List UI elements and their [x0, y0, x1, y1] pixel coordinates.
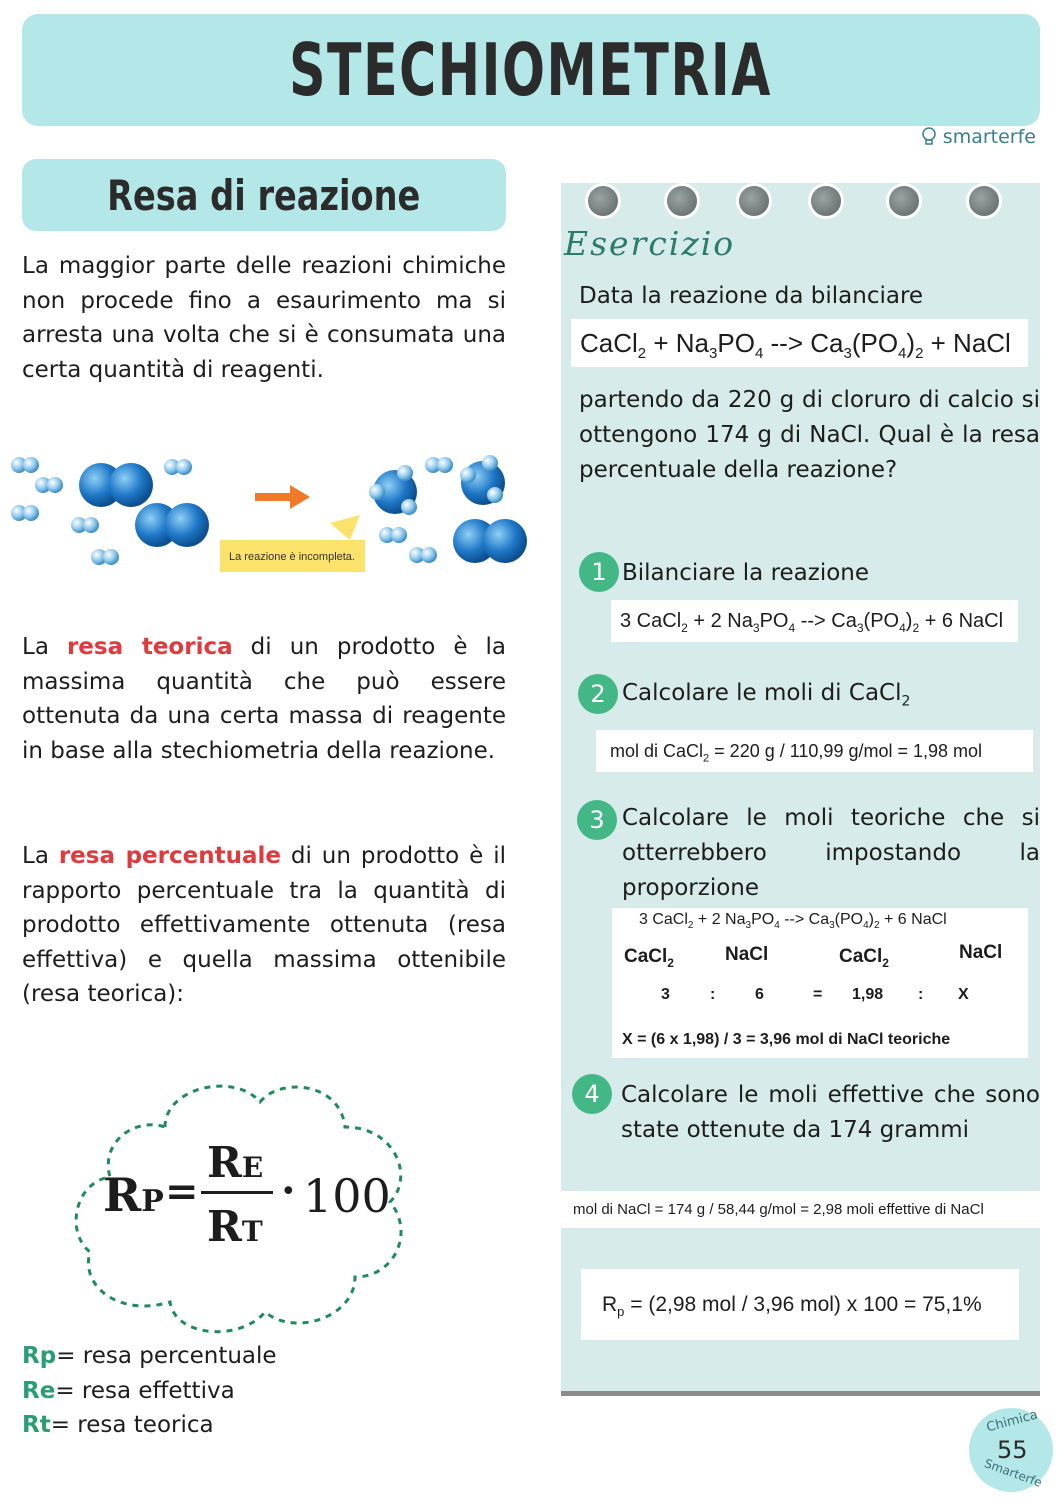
balanced-equation: 3 CaCl$_2$ + 2 $Na_3PO_4$ --> $Ca_3(PO_4)_2 + 6$ NaCl — [611, 600, 1018, 642]
lightbulb-icon — [921, 127, 937, 147]
resa-teorica-term: resa teorica — [66, 634, 233, 660]
page-number: 55 — [997, 1436, 1028, 1464]
formula-equals: = — [165, 1168, 199, 1215]
exercise-prompt: Data la reazione da bilanciare — [579, 283, 924, 309]
notebook-edge — [561, 1391, 1040, 1396]
final-result: $R_p = (2,98$ mol / 3,96 mol) x 100 = 75,1% — [581, 1269, 1019, 1340]
binder-ring — [886, 183, 922, 219]
proportion-value: 6 — [755, 986, 764, 1003]
proportion-result: X = (6 x 1,98) / 3 = 3,96 mol di NaCl teoriche — [622, 1031, 951, 1048]
page-title: STECHIOMETRIA — [289, 28, 773, 112]
proportion-value: 3 — [661, 986, 670, 1003]
legend — [22, 1339, 277, 1443]
badge-subject: Chimica — [984, 1407, 1040, 1436]
binder-ring — [664, 183, 700, 219]
legend-item: Re= resa effettiva — [22, 1377, 235, 1404]
step-number-2: 2 — [578, 674, 618, 714]
resa-percentuale-term: resa percentuale — [58, 843, 281, 869]
binder-ring — [736, 183, 772, 219]
reaction-equation: CaCl$_2$ + $Na_3PO_4$ --> $Ca_3(PO_4)_2$ + NaCl — [571, 319, 1028, 367]
page-badge — [969, 1408, 1053, 1492]
header-cacl2: CaCl$_2$ — [839, 946, 889, 970]
formula-numerator: RE — [207, 1138, 264, 1187]
brand-name: smarterfe — [942, 126, 1036, 148]
resa-teorica-paragraph: La resa teorica di un prodotto è la massima quantità che può essere ottenuta da una certa massa di reagente in base alla stechiometria della reazione. — [22, 634, 506, 764]
title-banner — [22, 14, 1040, 126]
arrow-icon — [255, 485, 310, 509]
intro-paragraph: La maggior parte delle reazioni chimiche non procede fino a esaurimento ma si arresta una volta che si è consumata una certa quantità di reagenti. — [22, 253, 506, 383]
exercise-question: partendo da 220 g di cloruro di calcio si ottengono 174 g di NaCl. Qual è la resa percentuale della reazione? — [579, 387, 1040, 483]
section-banner — [22, 159, 506, 231]
proportion-sep: : — [710, 986, 716, 1003]
formula-dot: · — [281, 1166, 296, 1215]
proportion-equation: 3 CaCl$_2$ + 2 $Na_3PO_4$ --> $Ca_3(PO_4)_2 + 6$ NaCl — [639, 911, 947, 932]
formula-denominator: RT — [207, 1202, 263, 1251]
step-number-4: 4 — [572, 1074, 612, 1114]
proportion-value: 1,98 — [852, 986, 884, 1003]
proportion-box — [612, 908, 1028, 1058]
fraction-bar — [201, 1191, 273, 1194]
proportion-equals: = — [813, 986, 823, 1003]
proportion-unknown: X — [958, 986, 969, 1003]
resa-percentuale-paragraph: La resa percentuale di un prodotto è il rapporto percentuale tra la quantità di prodotto effettivamente ottenuta (resa effettiva) e quella massima ottenibile (resa teorica): — [22, 843, 507, 1007]
header-cacl2: CaCl$_2$ — [624, 946, 674, 970]
step-4-calc: mol di NaCl = 174 g / 58,44 g/mol = 2,98 moli effettive di NaCl — [561, 1191, 1040, 1228]
step-4-text: Calcolare le moli effettive che sono state ottenute da 174 grammi — [621, 1082, 1040, 1143]
exercise-heading: Esercizio — [564, 224, 736, 263]
section-title: Resa di reazione — [107, 170, 421, 220]
step-3-text: Calcolare le moli teoriche che si otterrebbero impostando la proporzione — [622, 805, 1040, 901]
step-2-text: Calcolare le moli di CaCl$_2$ — [622, 680, 911, 710]
formula-lhs: RP — [103, 1168, 164, 1222]
badge-brand: Smarterfe — [982, 1456, 1044, 1490]
binder-ring — [966, 183, 1002, 219]
brand-logo — [921, 126, 1036, 148]
legend-item: Rp= resa percentuale — [22, 1343, 277, 1369]
legend-item: Rt= resa teorica — [22, 1412, 214, 1438]
step-1-text: Bilanciare la reazione — [622, 560, 870, 586]
binder-ring — [808, 183, 844, 219]
step-number-3: 3 — [577, 800, 617, 840]
formula-factor: 100 — [303, 1169, 391, 1223]
header-nacl: NaCl — [725, 944, 769, 965]
proportion-sep: : — [918, 986, 924, 1003]
reaction-illustration — [5, 445, 530, 575]
step-number-1: 1 — [579, 552, 619, 592]
header-nacl: NaCl — [959, 942, 1003, 963]
step-2-calc: mol di CaCl$_2$ = 220 g / 110,99 g/mol = 1,98 mol — [596, 730, 1033, 772]
image-caption: La reazione è incompleta. — [229, 551, 355, 563]
binder-ring — [585, 183, 621, 219]
